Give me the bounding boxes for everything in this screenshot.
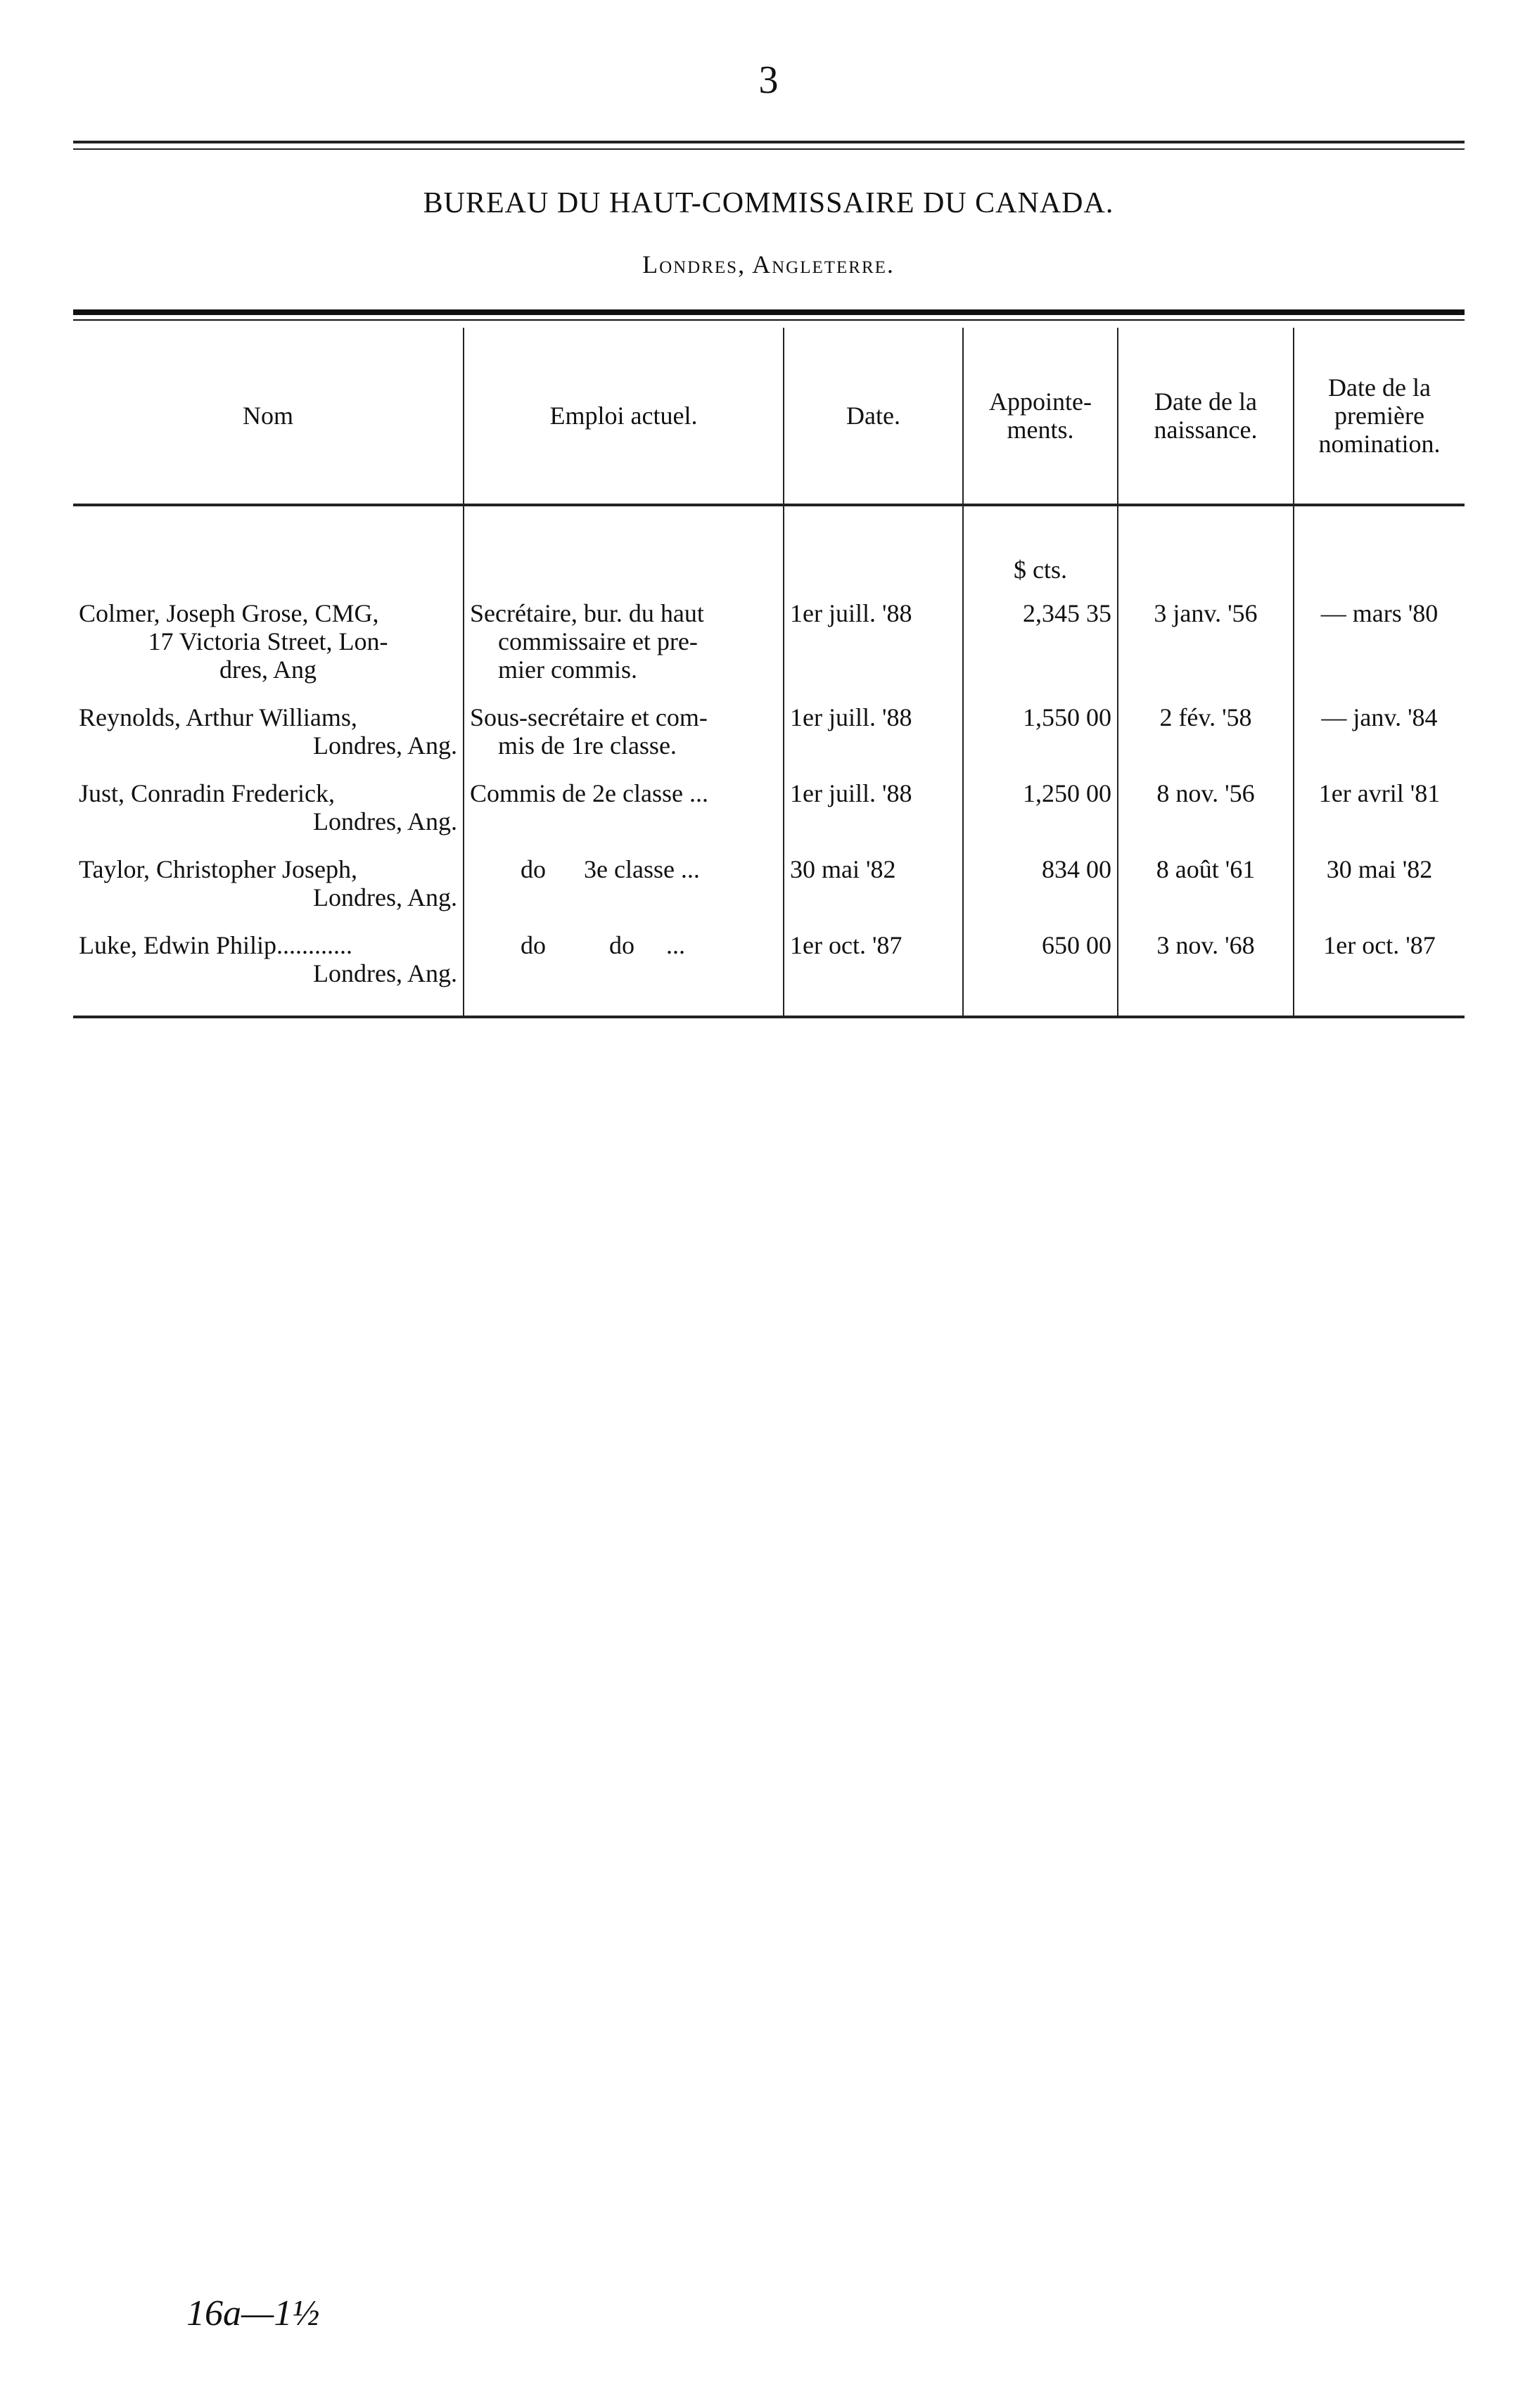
footer-signature: 16a—1½ — [186, 2293, 320, 2333]
cell-emploi: Sous-secrétaire et com- mis de 1re classe. — [464, 693, 784, 769]
cell-emploi: Commis de 2e classe ... — [464, 769, 784, 845]
header-date: Date. — [784, 328, 963, 505]
cell-emploi: do do ... — [464, 921, 784, 1017]
table-row — [73, 693, 1465, 769]
header-naissance: Date de la naissance. — [1118, 328, 1294, 505]
table-row — [73, 921, 1465, 1017]
cell-appointements: 650 00 — [963, 921, 1118, 1017]
top-rule — [73, 141, 1465, 143]
cell-premiere: 1er avril '81 — [1294, 769, 1465, 845]
top-rule-thin — [73, 148, 1465, 150]
cell-emploi: Secrétaire, bur. du haut commissaire et pre- mier commis. — [464, 589, 784, 693]
cell-nom: Reynolds, Arthur Williams, Londres, Ang. — [79, 703, 457, 760]
cell-date: 30 mai '82 — [784, 845, 963, 921]
cell-date: 1er juill. '88 — [784, 589, 963, 693]
cell-appointements: 1,250 00 — [963, 769, 1118, 845]
table-row — [73, 845, 1465, 921]
table-header-row — [73, 328, 1465, 505]
header-rule-thin — [73, 319, 1465, 321]
cell-appointements: 1,550 00 — [963, 693, 1118, 769]
cell-emploi: do 3e classe ... — [464, 845, 784, 921]
cell-nom: Luke, Edwin Philip............ Londres, Ang. — [73, 921, 464, 1017]
cell-date: 1er oct. '87 — [784, 921, 963, 1017]
page-number: 3 — [758, 58, 779, 102]
cell-naissance: 2 fév. '58 — [1118, 693, 1294, 769]
cell-premiere: 1er oct. '87 — [1294, 921, 1465, 1017]
header-appointements: Appointe-ments. — [963, 328, 1118, 505]
cell-nom: Just, Conradin Frederick, Londres, Ang. — [79, 779, 457, 835]
cell-date: 1er juill. '88 — [784, 693, 963, 769]
cell-naissance: 8 août '61 — [1118, 845, 1294, 921]
staff-table — [73, 328, 1465, 1018]
cell-appointements: 834 00 — [963, 845, 1118, 921]
header-rule-thick — [73, 309, 1465, 315]
header-nom: Nom — [73, 328, 464, 505]
cell-premiere: — janv. '84 — [1294, 693, 1465, 769]
cell-premiere: 30 mai '82 — [1294, 845, 1465, 921]
cell-nom: Colmer, Joseph Grose, CMG, 17 Victoria Street, Lon- dres, Ang — [79, 599, 388, 684]
cell-naissance: 3 nov. '68 — [1118, 921, 1294, 1017]
table-row — [73, 769, 1465, 845]
document-title: BUREAU DU HAUT-COMMISSAIRE DU CANADA. — [423, 187, 1114, 219]
cell-nom: Taylor, Christopher Joseph, Londres, Ang. — [79, 855, 457, 911]
currency-unit-label: $ cts. — [963, 505, 1118, 589]
header-premiere-nomination: Date de la première nomination. — [1294, 328, 1465, 505]
unit-row — [73, 505, 1465, 589]
cell-date: 1er juill. '88 — [784, 769, 963, 845]
cell-naissance: 8 nov. '56 — [1118, 769, 1294, 845]
document-subtitle: Londres, Angleterre. — [642, 250, 895, 278]
table-row — [73, 589, 1465, 693]
header-emploi: Emploi actuel. — [464, 328, 784, 505]
cell-premiere: — mars '80 — [1294, 589, 1465, 693]
cell-naissance: 3 janv. '56 — [1118, 589, 1294, 693]
cell-appointements: 2,345 35 — [963, 589, 1118, 693]
